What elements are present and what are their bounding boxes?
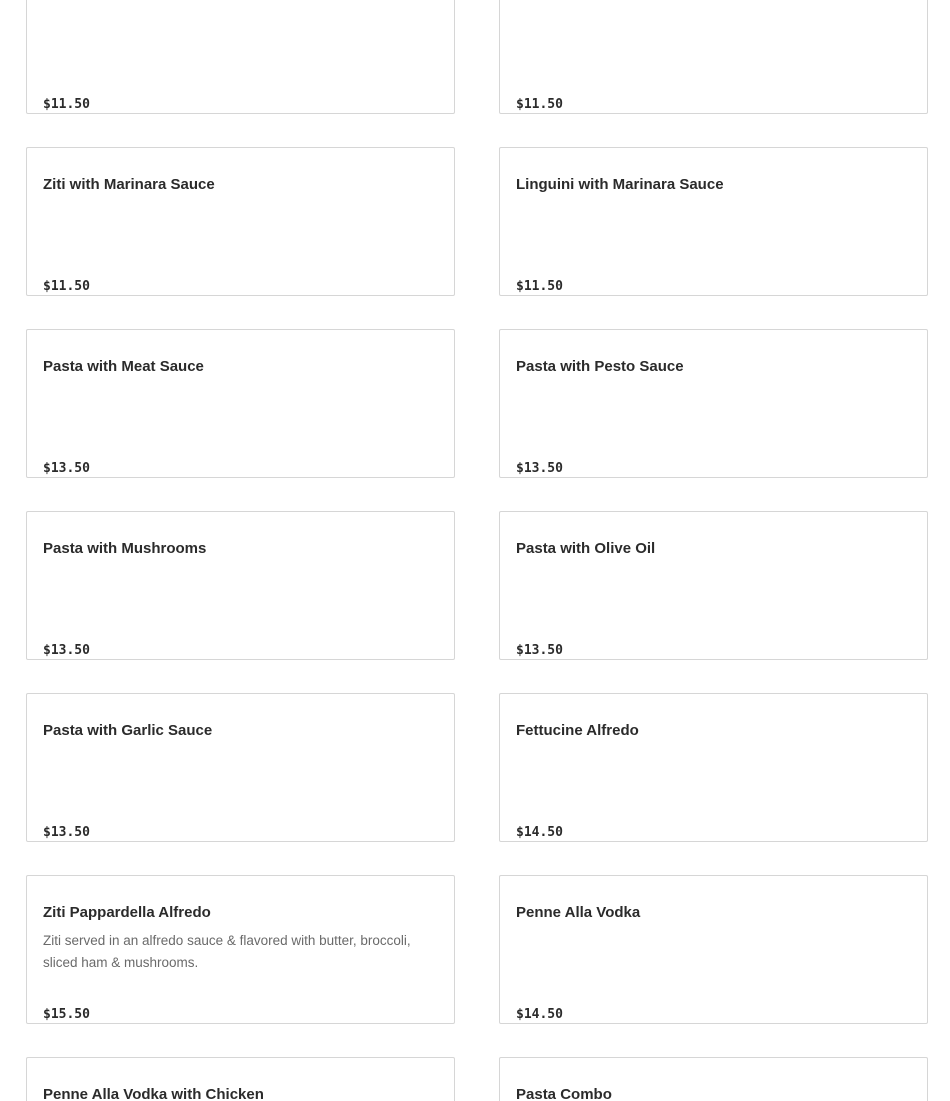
menu-item-card[interactable] [499,693,928,842]
menu-item-card[interactable] [26,875,455,1024]
menu-item-price: $13.50 [516,643,563,658]
menu-item-card[interactable] [499,0,928,114]
menu-item-price: $13.50 [43,461,90,476]
menu-item-price: $14.50 [516,1007,563,1022]
menu-item-description: Ziti served in an alfredo sauce & flavored with butter, broccoli, sliced ham & mushrooms. [43,933,411,970]
menu-item-card[interactable] [26,329,455,478]
menu-item-card[interactable] [499,147,928,296]
menu-item-name: Pasta with Garlic Sauce [43,722,213,739]
menu-item-price: $11.50 [43,279,90,294]
menu-item-price: $15.50 [43,1007,90,1022]
menu-item-name: Fettucine Alfredo [516,722,639,739]
menu-item-card[interactable] [26,1057,455,1101]
menu-item-name: Ziti Pappardella Alfredo [43,904,211,921]
menu-item-price: $11.50 [43,97,90,112]
menu-item-card[interactable] [499,329,928,478]
menu-item-price: $11.50 [516,97,563,112]
menu-item-card[interactable] [26,0,455,114]
menu-item-name: Penne Alla Vodka with Chicken [43,1086,264,1101]
menu-item-name: Pasta Combo [516,1086,612,1101]
menu-item-card[interactable] [26,147,455,296]
menu-item-card[interactable] [499,1057,928,1101]
menu-item-name: Pasta with Meat Sauce [43,358,204,375]
menu-item-price: $13.50 [43,825,90,840]
menu-item-price: $13.50 [43,643,90,658]
menu-item-card[interactable] [26,693,455,842]
menu-item-card[interactable] [499,875,928,1024]
menu-item-card[interactable] [26,511,455,660]
menu-item-price: $13.50 [516,461,563,476]
menu-item-price: $11.50 [516,279,563,294]
menu-item-name: Pasta with Olive Oil [516,540,656,557]
menu-item-name: Ziti with Marinara Sauce [43,176,215,193]
menu-item-name: Linguini with Marinara Sauce [516,176,724,193]
menu-item-name: Pasta with Pesto Sauce [516,358,684,375]
menu-item-name: Penne Alla Vodka [516,904,641,921]
menu-item-card[interactable] [499,511,928,660]
menu-item-name: Pasta with Mushrooms [43,540,207,557]
menu-item-grid [26,0,928,1101]
menu-item-price: $14.50 [516,825,563,840]
